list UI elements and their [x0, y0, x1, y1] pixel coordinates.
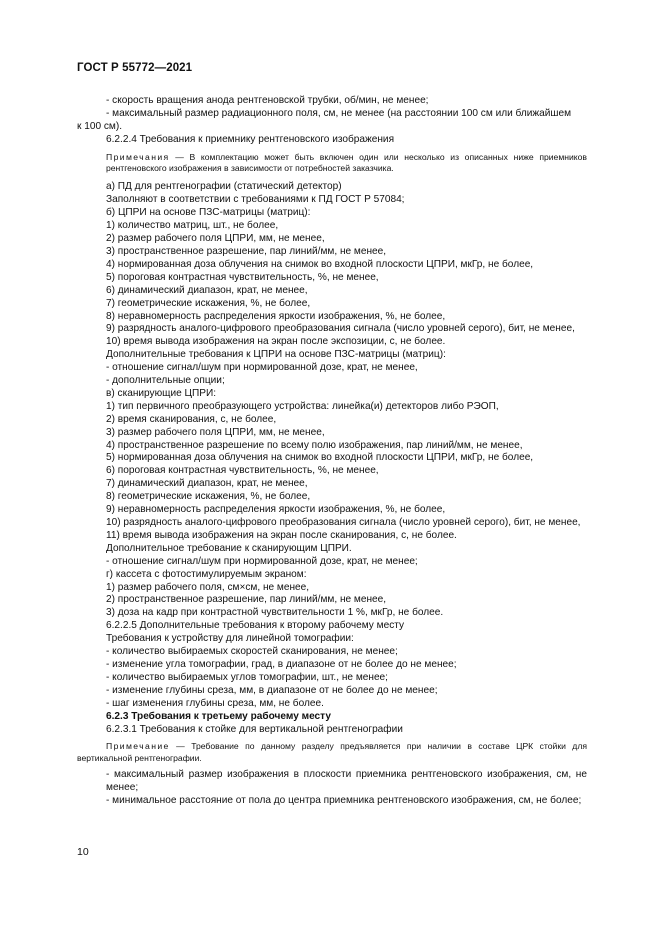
- list-item: 5) нормированная доза облучения на снимок во входной плоскости ЦПРИ, мкГр, не более,: [106, 452, 534, 464]
- section-heading-6-2-3-1: 6.2.3.1 Требования к стойке для вертикальной рентгенографии: [106, 723, 403, 735]
- list-item: а) ПД для рентгенографии (статический детектор): [106, 181, 342, 193]
- list-item: 10) время вывода изображения на экран после экспозиции, с, не более.: [106, 336, 446, 348]
- list-item: - максимальный размер изображения в плоскости приемника рентгеновского изображения, см, не менее;: [106, 769, 587, 794]
- list-item: - минимальное расстояние от пола до центра приемника рентгеновского изображения, см, не более;: [106, 795, 582, 807]
- text-line: - максимальный размер радиационного поля, см, не менее (на расстоянии 100 см или ближайшем: [106, 107, 572, 119]
- list-item: 5) пороговая контрастная чувствительность, %, не менее,: [106, 271, 379, 283]
- list-item: 2) время сканирования, с, не более,: [106, 413, 277, 425]
- list-item: - изменение глубины среза, мм, в диапазоне от не более до не менее;: [106, 684, 438, 696]
- final-requirements: [77, 769, 587, 808]
- list-item: 3) доза на кадр при контрастной чувствительности 1 %, мкГр, не более.: [106, 607, 444, 619]
- list-item: 8) неравномерность распределения яркости изображения, %, не более,: [106, 310, 446, 322]
- note-paragraph-1: [77, 152, 587, 175]
- text-line: - скорость вращения анода рентгеновской трубки, об/мин, не менее;: [106, 95, 429, 106]
- list-item: 6) динамический диапазон, крат, не менее,: [106, 284, 308, 296]
- list-item: Дополнительное требование к сканирующим ЦПРИ.: [106, 542, 352, 554]
- list-item: г) кассета с фотостимулируемым экраном:: [106, 568, 307, 580]
- list-item: 8) геометрические искажения, %, не более,: [106, 491, 311, 503]
- section-heading-6-2-3: 6.2.3 Требования к третьему рабочему месту: [106, 710, 331, 722]
- list-item: 11) время вывода изображения на экран после сканирования, с, не более.: [106, 529, 457, 541]
- list-item: 1) размер рабочего поля, см×см, не менее,: [106, 581, 310, 593]
- list-item: 4) пространственное разрешение по всему полю изображения, пар линий/мм, не менее,: [106, 439, 523, 451]
- list-item: - количество выбираемых скоростей сканирования, не менее;: [106, 646, 398, 658]
- list-item: Требования к устройству для линейной томографии:: [106, 633, 354, 645]
- page-number: 10: [77, 846, 89, 858]
- note-paragraph-2: [77, 741, 587, 764]
- section-heading-6-2-2-4: 6.2.2.4 Требования к приемнику рентгеновского изображения: [106, 133, 395, 145]
- document-body: [77, 95, 587, 808]
- note-label: Примечание: [106, 741, 170, 752]
- list-item: - шаг изменения глубины среза, мм, не более.: [106, 697, 324, 709]
- list-item: 7) геометрические искажения, %, не более,: [106, 297, 311, 309]
- list-item: б) ЦПРИ на основе ПЗС-матрицы (матриц):: [106, 207, 311, 219]
- list-item: 9) разрядность аналого-цифрового преобразования сигнала (число уровней серого), бит, не менее,: [106, 323, 575, 335]
- document-header: ГОСТ Р 55772—2021: [77, 62, 193, 74]
- list-item: 7) динамический диапазон, крат, не менее,: [106, 478, 308, 490]
- note-text: — Требование по данному разделу предъявляется при наличии в составе ЦРК стойки для вертикальной рентгенографии.: [77, 741, 587, 763]
- list-item: 6.2.2.5 Дополнительные требования к второму рабочему месту: [106, 620, 405, 632]
- list-item: 3) пространственное разрешение, пар линий/мм, не менее,: [106, 245, 387, 257]
- list-item: 3) размер рабочего поля ЦПРИ, мм, не менее,: [106, 426, 325, 438]
- list-item: 1) количество матриц, шт., не более,: [106, 220, 279, 232]
- list-item: - отношение сигнал/шум при нормированной дозе, крат, не менее,: [106, 362, 418, 374]
- requirements-list: [77, 181, 587, 710]
- list-item: Дополнительные требования к ЦПРИ на основе ПЗС-матрицы (матриц):: [106, 349, 446, 361]
- list-item: 6) пороговая контрастная чувствительность, %, не менее,: [106, 465, 379, 477]
- note-text: — В комплектацию может быть включен один или несколько из описанных ниже приемников рентгеновского изображения в зависимости от потребностей заказчика.: [106, 151, 587, 174]
- list-item: в) сканирующие ЦПРИ:: [106, 387, 217, 399]
- note-label: Примечания: [106, 151, 170, 162]
- list-item: - дополнительные опции;: [106, 375, 225, 387]
- list-item: - количество выбираемых углов томографии, шт., не менее;: [106, 671, 388, 683]
- list-item: - отношение сигнал/шум при нормированной дозе, крат, не менее;: [106, 555, 418, 567]
- list-item: 4) нормированная доза облучения на снимок во входной плоскости ЦПРИ, мкГр, не более,: [106, 258, 534, 270]
- list-item: - изменение угла томографии, град, в диапазоне от не более до не менее;: [106, 658, 457, 670]
- list-item: 10) разрядность аналого-цифрового преобразования сигнала (число уровней серого), бит, не менее,: [106, 517, 581, 528]
- list-item: 9) неравномерность распределения яркости изображения, %, не более,: [106, 504, 446, 516]
- list-item: Заполняют в соответствии с требованиями к ПД ГОСТ Р 57084;: [106, 194, 405, 206]
- list-item: 2) размер рабочего поля ЦПРИ, мм, не менее,: [106, 233, 325, 245]
- wrap-continuation: к 100 см).: [77, 120, 123, 132]
- intro-lines: [77, 95, 587, 121]
- list-item: 2) пространственное разрешение, пар линий/мм, не менее,: [106, 594, 387, 606]
- list-item: 1) тип первичного преобразующего устройства: линейка(и) детекторов либо РЭОП,: [106, 400, 499, 412]
